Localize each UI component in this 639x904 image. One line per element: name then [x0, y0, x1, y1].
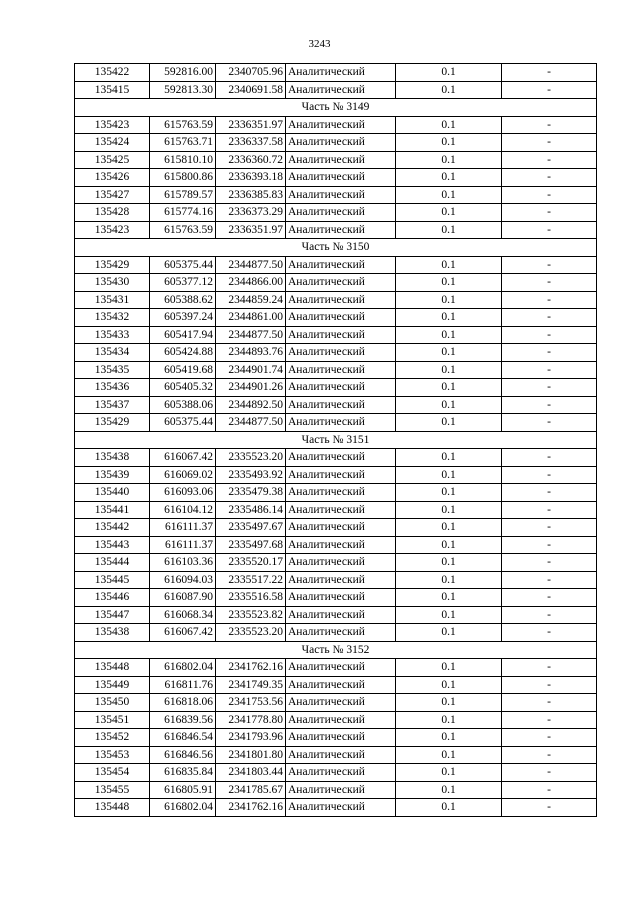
- x-coordinate-cell: 592813.30: [150, 81, 216, 99]
- section-title: Часть № 3149: [75, 99, 597, 117]
- table-row: [75, 781, 597, 799]
- method-cell: Аналитический: [286, 659, 396, 677]
- accuracy-cell: 0.1: [396, 554, 502, 572]
- description-cell: -: [502, 186, 597, 204]
- table-row: [75, 414, 597, 432]
- x-coordinate-cell: 616094.03: [150, 571, 216, 589]
- accuracy-cell: 0.1: [396, 396, 502, 414]
- table-row: [75, 309, 597, 327]
- accuracy-cell: 0.1: [396, 501, 502, 519]
- x-coordinate-cell: 616835.84: [150, 764, 216, 782]
- y-coordinate-cell: 2340705.96: [216, 64, 286, 82]
- y-coordinate-cell: 2335523.82: [216, 606, 286, 624]
- point-id-cell: 135437: [75, 396, 150, 414]
- x-coordinate-cell: 616067.42: [150, 624, 216, 642]
- x-coordinate-cell: 616093.06: [150, 484, 216, 502]
- point-id-cell: 135428: [75, 204, 150, 222]
- x-coordinate-cell: 616111.37: [150, 519, 216, 537]
- table-row: [75, 606, 597, 624]
- point-id-cell: 135430: [75, 274, 150, 292]
- table-row: [75, 764, 597, 782]
- description-cell: -: [502, 571, 597, 589]
- table-row: [75, 291, 597, 309]
- method-cell: Аналитический: [286, 676, 396, 694]
- y-coordinate-cell: 2336385.83: [216, 186, 286, 204]
- method-cell: Аналитический: [286, 624, 396, 642]
- table-row: [75, 466, 597, 484]
- method-cell: Аналитический: [286, 519, 396, 537]
- section-title: Часть № 3152: [75, 641, 597, 659]
- x-coordinate-cell: 616068.34: [150, 606, 216, 624]
- y-coordinate-cell: 2335493.92: [216, 466, 286, 484]
- y-coordinate-cell: 2336351.97: [216, 116, 286, 134]
- accuracy-cell: 0.1: [396, 309, 502, 327]
- section-header-row: [75, 641, 597, 659]
- x-coordinate-cell: 616111.37: [150, 536, 216, 554]
- description-cell: -: [502, 256, 597, 274]
- method-cell: Аналитический: [286, 81, 396, 99]
- accuracy-cell: 0.1: [396, 221, 502, 239]
- method-cell: Аналитический: [286, 344, 396, 362]
- accuracy-cell: 0.1: [396, 449, 502, 467]
- description-cell: -: [502, 589, 597, 607]
- y-coordinate-cell: 2335520.17: [216, 554, 286, 572]
- y-coordinate-cell: 2341749.35: [216, 676, 286, 694]
- point-id-cell: 135448: [75, 659, 150, 677]
- table-row: [75, 554, 597, 572]
- point-id-cell: 135447: [75, 606, 150, 624]
- table-row: [75, 64, 597, 82]
- method-cell: Аналитический: [286, 291, 396, 309]
- table-row: [75, 379, 597, 397]
- x-coordinate-cell: 605388.62: [150, 291, 216, 309]
- y-coordinate-cell: 2341803.44: [216, 764, 286, 782]
- x-coordinate-cell: 616103.36: [150, 554, 216, 572]
- x-coordinate-cell: 592816.00: [150, 64, 216, 82]
- description-cell: -: [502, 536, 597, 554]
- table-row: [75, 326, 597, 344]
- point-id-cell: 135429: [75, 256, 150, 274]
- table-row: [75, 676, 597, 694]
- accuracy-cell: 0.1: [396, 519, 502, 537]
- point-id-cell: 135455: [75, 781, 150, 799]
- table-row: [75, 221, 597, 239]
- x-coordinate-cell: 616846.54: [150, 729, 216, 747]
- method-cell: Аналитический: [286, 554, 396, 572]
- y-coordinate-cell: 2344877.50: [216, 256, 286, 274]
- y-coordinate-cell: 2341793.96: [216, 729, 286, 747]
- point-id-cell: 135439: [75, 466, 150, 484]
- y-coordinate-cell: 2344892.50: [216, 396, 286, 414]
- point-id-cell: 135422: [75, 64, 150, 82]
- description-cell: -: [502, 81, 597, 99]
- y-coordinate-cell: 2341785.67: [216, 781, 286, 799]
- description-cell: -: [502, 274, 597, 292]
- section-title: Часть № 3151: [75, 431, 597, 449]
- x-coordinate-cell: 616802.04: [150, 659, 216, 677]
- description-cell: -: [502, 344, 597, 362]
- y-coordinate-cell: 2335523.20: [216, 624, 286, 642]
- y-coordinate-cell: 2341762.16: [216, 659, 286, 677]
- method-cell: Аналитический: [286, 571, 396, 589]
- x-coordinate-cell: 616818.06: [150, 694, 216, 712]
- x-coordinate-cell: 605375.44: [150, 414, 216, 432]
- table-row: [75, 256, 597, 274]
- y-coordinate-cell: 2336337.58: [216, 134, 286, 152]
- table-row: [75, 799, 597, 817]
- point-id-cell: 135429: [75, 414, 150, 432]
- accuracy-cell: 0.1: [396, 379, 502, 397]
- description-cell: -: [502, 309, 597, 327]
- x-coordinate-cell: 616802.04: [150, 799, 216, 817]
- description-cell: -: [502, 116, 597, 134]
- accuracy-cell: 0.1: [396, 81, 502, 99]
- description-cell: -: [502, 134, 597, 152]
- accuracy-cell: 0.1: [396, 746, 502, 764]
- method-cell: Аналитический: [286, 396, 396, 414]
- accuracy-cell: 0.1: [396, 799, 502, 817]
- x-coordinate-cell: 605424.88: [150, 344, 216, 362]
- y-coordinate-cell: 2341753.56: [216, 694, 286, 712]
- table-row: [75, 186, 597, 204]
- description-cell: -: [502, 151, 597, 169]
- description-cell: -: [502, 501, 597, 519]
- accuracy-cell: 0.1: [396, 729, 502, 747]
- accuracy-cell: 0.1: [396, 571, 502, 589]
- table-row: [75, 746, 597, 764]
- description-cell: -: [502, 379, 597, 397]
- x-coordinate-cell: 615774.16: [150, 204, 216, 222]
- accuracy-cell: 0.1: [396, 484, 502, 502]
- point-id-cell: 135433: [75, 326, 150, 344]
- y-coordinate-cell: 2335497.68: [216, 536, 286, 554]
- method-cell: Аналитический: [286, 186, 396, 204]
- description-cell: -: [502, 204, 597, 222]
- table-row: [75, 134, 597, 152]
- description-cell: -: [502, 659, 597, 677]
- description-cell: -: [502, 449, 597, 467]
- point-id-cell: 135452: [75, 729, 150, 747]
- point-id-cell: 135442: [75, 519, 150, 537]
- point-id-cell: 135443: [75, 536, 150, 554]
- point-id-cell: 135434: [75, 344, 150, 362]
- method-cell: Аналитический: [286, 536, 396, 554]
- method-cell: Аналитический: [286, 799, 396, 817]
- x-coordinate-cell: 616104.12: [150, 501, 216, 519]
- method-cell: Аналитический: [286, 449, 396, 467]
- description-cell: -: [502, 729, 597, 747]
- accuracy-cell: 0.1: [396, 361, 502, 379]
- x-coordinate-cell: 616839.56: [150, 711, 216, 729]
- table-row: [75, 519, 597, 537]
- table-row: [75, 361, 597, 379]
- accuracy-cell: 0.1: [396, 274, 502, 292]
- accuracy-cell: 0.1: [396, 326, 502, 344]
- accuracy-cell: 0.1: [396, 781, 502, 799]
- method-cell: Аналитический: [286, 221, 396, 239]
- accuracy-cell: 0.1: [396, 186, 502, 204]
- table-row: [75, 659, 597, 677]
- description-cell: -: [502, 799, 597, 817]
- accuracy-cell: 0.1: [396, 169, 502, 187]
- method-cell: Аналитический: [286, 361, 396, 379]
- accuracy-cell: 0.1: [396, 414, 502, 432]
- x-coordinate-cell: 616067.42: [150, 449, 216, 467]
- table-row: [75, 274, 597, 292]
- x-coordinate-cell: 605388.06: [150, 396, 216, 414]
- section-header-row: [75, 99, 597, 117]
- table-row: [75, 589, 597, 607]
- x-coordinate-cell: 605405.32: [150, 379, 216, 397]
- table-row: [75, 694, 597, 712]
- accuracy-cell: 0.1: [396, 764, 502, 782]
- y-coordinate-cell: 2344901.26: [216, 379, 286, 397]
- accuracy-cell: 0.1: [396, 256, 502, 274]
- description-cell: -: [502, 694, 597, 712]
- description-cell: -: [502, 326, 597, 344]
- y-coordinate-cell: 2335486.14: [216, 501, 286, 519]
- x-coordinate-cell: 616069.02: [150, 466, 216, 484]
- x-coordinate-cell: 616846.56: [150, 746, 216, 764]
- table-row: [75, 571, 597, 589]
- table-row: [75, 151, 597, 169]
- coordinates-table: [74, 63, 597, 817]
- accuracy-cell: 0.1: [396, 536, 502, 554]
- table-row: [75, 501, 597, 519]
- point-id-cell: 135440: [75, 484, 150, 502]
- y-coordinate-cell: 2344893.76: [216, 344, 286, 362]
- description-cell: -: [502, 711, 597, 729]
- x-coordinate-cell: 615810.10: [150, 151, 216, 169]
- point-id-cell: 135441: [75, 501, 150, 519]
- section-title: Часть № 3150: [75, 239, 597, 257]
- table-row: [75, 711, 597, 729]
- point-id-cell: 135425: [75, 151, 150, 169]
- point-id-cell: 135423: [75, 221, 150, 239]
- x-coordinate-cell: 616811.76: [150, 676, 216, 694]
- accuracy-cell: 0.1: [396, 589, 502, 607]
- method-cell: Аналитический: [286, 606, 396, 624]
- accuracy-cell: 0.1: [396, 151, 502, 169]
- description-cell: -: [502, 466, 597, 484]
- point-id-cell: 135444: [75, 554, 150, 572]
- point-id-cell: 135438: [75, 449, 150, 467]
- method-cell: Аналитический: [286, 711, 396, 729]
- method-cell: Аналитический: [286, 746, 396, 764]
- accuracy-cell: 0.1: [396, 134, 502, 152]
- method-cell: Аналитический: [286, 274, 396, 292]
- table-row: [75, 344, 597, 362]
- table-row: [75, 624, 597, 642]
- y-coordinate-cell: 2335497.67: [216, 519, 286, 537]
- description-cell: -: [502, 764, 597, 782]
- x-coordinate-cell: 605419.68: [150, 361, 216, 379]
- accuracy-cell: 0.1: [396, 624, 502, 642]
- table-row: [75, 116, 597, 134]
- section-header-row: [75, 239, 597, 257]
- y-coordinate-cell: 2344877.50: [216, 326, 286, 344]
- method-cell: Аналитический: [286, 204, 396, 222]
- x-coordinate-cell: 615789.57: [150, 186, 216, 204]
- y-coordinate-cell: 2344877.50: [216, 414, 286, 432]
- description-cell: -: [502, 221, 597, 239]
- description-cell: -: [502, 484, 597, 502]
- accuracy-cell: 0.1: [396, 204, 502, 222]
- method-cell: Аналитический: [286, 116, 396, 134]
- description-cell: -: [502, 414, 597, 432]
- y-coordinate-cell: 2336360.72: [216, 151, 286, 169]
- description-cell: -: [502, 624, 597, 642]
- y-coordinate-cell: 2344859.24: [216, 291, 286, 309]
- description-cell: -: [502, 519, 597, 537]
- y-coordinate-cell: 2335523.20: [216, 449, 286, 467]
- description-cell: -: [502, 169, 597, 187]
- y-coordinate-cell: 2340691.58: [216, 81, 286, 99]
- table-row: [75, 536, 597, 554]
- accuracy-cell: 0.1: [396, 116, 502, 134]
- accuracy-cell: 0.1: [396, 344, 502, 362]
- accuracy-cell: 0.1: [396, 694, 502, 712]
- table-row: [75, 484, 597, 502]
- page-number: 3243: [308, 38, 331, 50]
- method-cell: Аналитический: [286, 589, 396, 607]
- point-id-cell: 135415: [75, 81, 150, 99]
- method-cell: Аналитический: [286, 466, 396, 484]
- point-id-cell: 135427: [75, 186, 150, 204]
- description-cell: -: [502, 746, 597, 764]
- x-coordinate-cell: 605397.24: [150, 309, 216, 327]
- description-cell: -: [502, 361, 597, 379]
- x-coordinate-cell: 605417.94: [150, 326, 216, 344]
- method-cell: Аналитический: [286, 326, 396, 344]
- method-cell: Аналитический: [286, 151, 396, 169]
- x-coordinate-cell: 605375.44: [150, 256, 216, 274]
- accuracy-cell: 0.1: [396, 466, 502, 484]
- point-id-cell: 135449: [75, 676, 150, 694]
- point-id-cell: 135436: [75, 379, 150, 397]
- point-id-cell: 135438: [75, 624, 150, 642]
- point-id-cell: 135446: [75, 589, 150, 607]
- table-row: [75, 729, 597, 747]
- point-id-cell: 135451: [75, 711, 150, 729]
- method-cell: Аналитический: [286, 414, 396, 432]
- y-coordinate-cell: 2336351.97: [216, 221, 286, 239]
- description-cell: -: [502, 64, 597, 82]
- x-coordinate-cell: 615763.71: [150, 134, 216, 152]
- y-coordinate-cell: 2335517.22: [216, 571, 286, 589]
- accuracy-cell: 0.1: [396, 291, 502, 309]
- section-header-row: [75, 431, 597, 449]
- method-cell: Аналитический: [286, 781, 396, 799]
- point-id-cell: 135453: [75, 746, 150, 764]
- method-cell: Аналитический: [286, 134, 396, 152]
- method-cell: Аналитический: [286, 64, 396, 82]
- accuracy-cell: 0.1: [396, 606, 502, 624]
- description-cell: -: [502, 606, 597, 624]
- point-id-cell: 135423: [75, 116, 150, 134]
- y-coordinate-cell: 2344861.00: [216, 309, 286, 327]
- point-id-cell: 135450: [75, 694, 150, 712]
- point-id-cell: 135424: [75, 134, 150, 152]
- table-row: [75, 204, 597, 222]
- x-coordinate-cell: 616805.91: [150, 781, 216, 799]
- y-coordinate-cell: 2341801.80: [216, 746, 286, 764]
- method-cell: Аналитический: [286, 169, 396, 187]
- table-row: [75, 396, 597, 414]
- y-coordinate-cell: 2341762.16: [216, 799, 286, 817]
- method-cell: Аналитический: [286, 501, 396, 519]
- y-coordinate-cell: 2344901.74: [216, 361, 286, 379]
- accuracy-cell: 0.1: [396, 676, 502, 694]
- description-cell: -: [502, 554, 597, 572]
- point-id-cell: 135435: [75, 361, 150, 379]
- method-cell: Аналитический: [286, 379, 396, 397]
- y-coordinate-cell: 2335516.58: [216, 589, 286, 607]
- table-row: [75, 449, 597, 467]
- method-cell: Аналитический: [286, 309, 396, 327]
- accuracy-cell: 0.1: [396, 711, 502, 729]
- description-cell: -: [502, 291, 597, 309]
- accuracy-cell: 0.1: [396, 659, 502, 677]
- point-id-cell: 135431: [75, 291, 150, 309]
- y-coordinate-cell: 2336373.29: [216, 204, 286, 222]
- x-coordinate-cell: 616087.90: [150, 589, 216, 607]
- description-cell: -: [502, 676, 597, 694]
- table-row: [75, 169, 597, 187]
- description-cell: -: [502, 781, 597, 799]
- method-cell: Аналитический: [286, 764, 396, 782]
- point-id-cell: 135454: [75, 764, 150, 782]
- x-coordinate-cell: 605377.12: [150, 274, 216, 292]
- point-id-cell: 135448: [75, 799, 150, 817]
- x-coordinate-cell: 615800.86: [150, 169, 216, 187]
- accuracy-cell: 0.1: [396, 64, 502, 82]
- y-coordinate-cell: 2335479.38: [216, 484, 286, 502]
- method-cell: Аналитический: [286, 256, 396, 274]
- method-cell: Аналитический: [286, 484, 396, 502]
- method-cell: Аналитический: [286, 694, 396, 712]
- x-coordinate-cell: 615763.59: [150, 221, 216, 239]
- y-coordinate-cell: 2336393.18: [216, 169, 286, 187]
- y-coordinate-cell: 2344866.00: [216, 274, 286, 292]
- y-coordinate-cell: 2341778.80: [216, 711, 286, 729]
- point-id-cell: 135432: [75, 309, 150, 327]
- x-coordinate-cell: 615763.59: [150, 116, 216, 134]
- method-cell: Аналитический: [286, 729, 396, 747]
- point-id-cell: 135445: [75, 571, 150, 589]
- point-id-cell: 135426: [75, 169, 150, 187]
- description-cell: -: [502, 396, 597, 414]
- table-row: [75, 81, 597, 99]
